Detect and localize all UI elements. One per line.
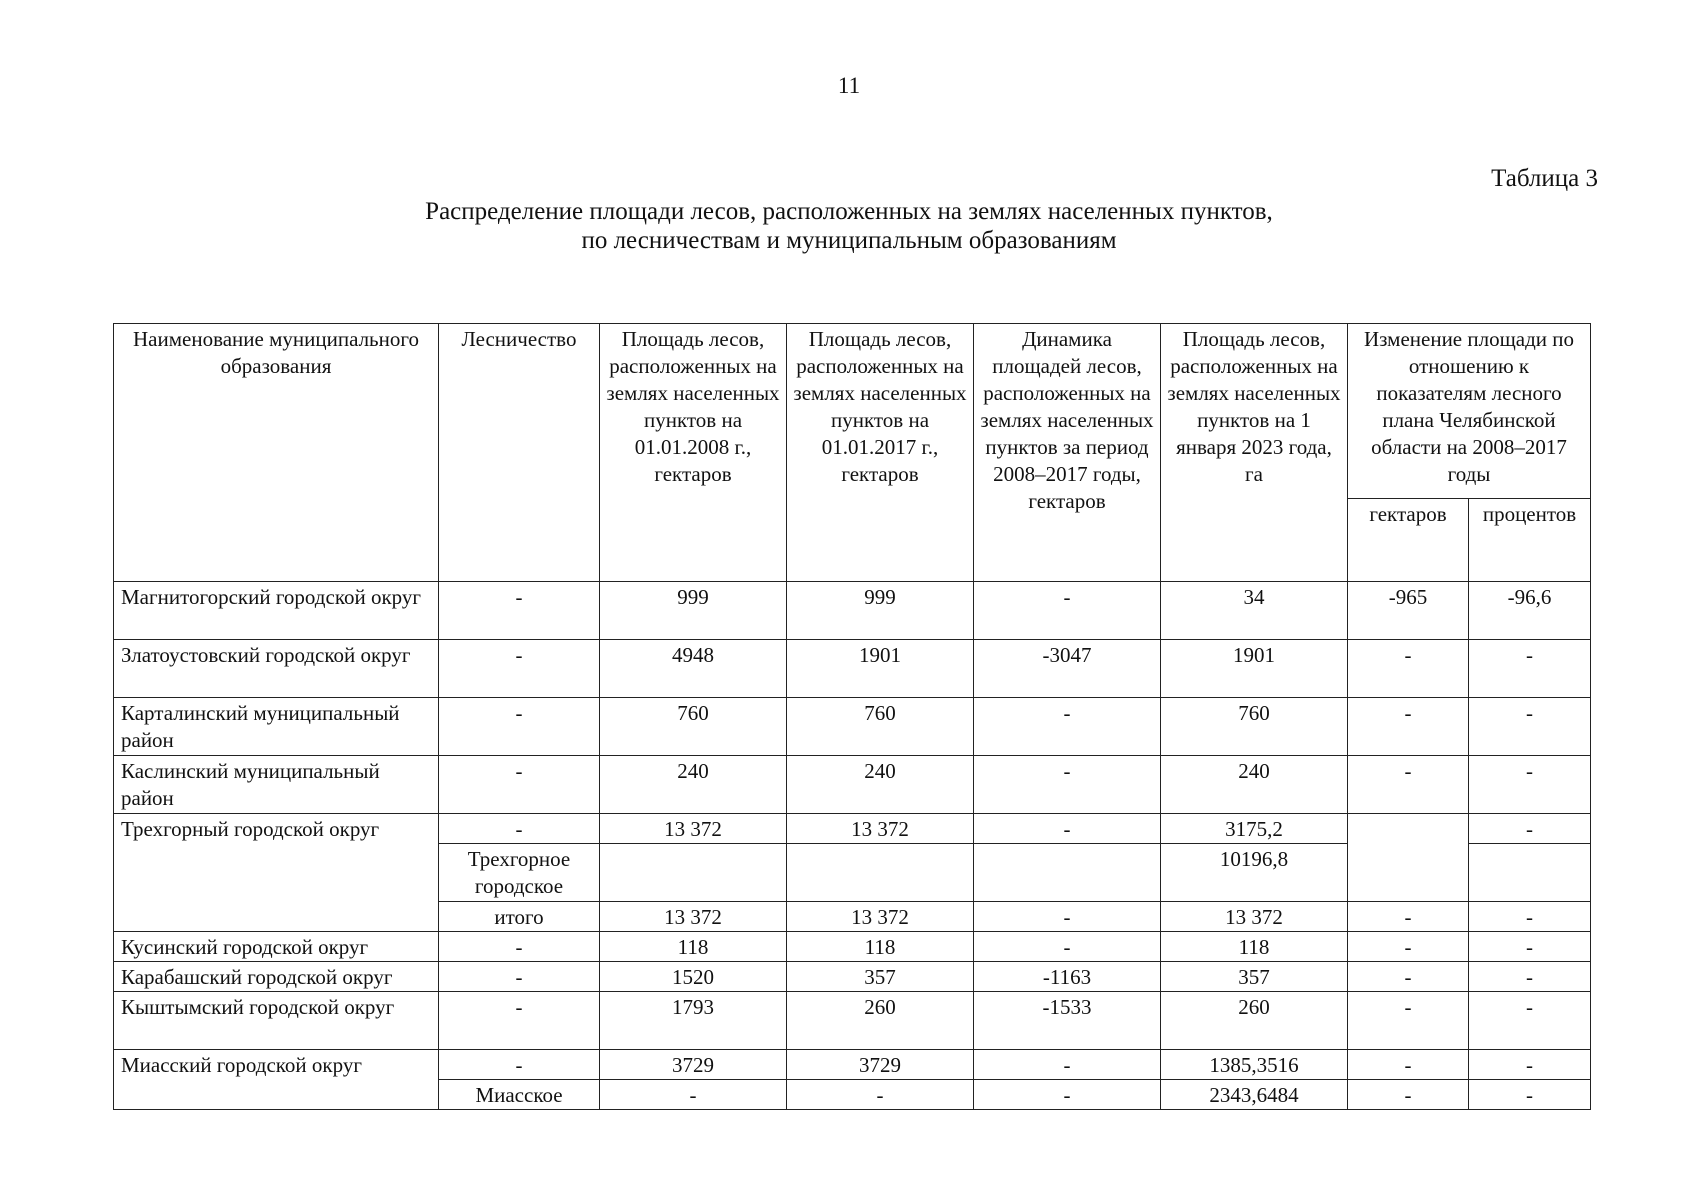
header-area-2023: Площадь лесов, расположенных на землях населенных пунктов на 1 января 2023 года, га bbox=[1161, 324, 1348, 582]
cell-municipality: Трехгорный городской округ bbox=[114, 814, 439, 932]
cell-area-2008: 1520 bbox=[600, 962, 787, 992]
cell-municipality: Кусинский городской округ bbox=[114, 932, 439, 962]
cell-change-percent bbox=[1469, 844, 1591, 902]
cell-area-2017: 118 bbox=[787, 932, 974, 962]
cell-forestry: - bbox=[439, 1050, 600, 1080]
cell-dynamics: - bbox=[974, 814, 1161, 844]
cell-forestry: Миасское bbox=[439, 1080, 600, 1110]
cell-change-hectares: - bbox=[1348, 932, 1469, 962]
cell-dynamics: -3047 bbox=[974, 640, 1161, 698]
cell-area-2017: 13 372 bbox=[787, 814, 974, 844]
cell-change-percent: - bbox=[1469, 932, 1591, 962]
cell-area-2008: 4948 bbox=[600, 640, 787, 698]
cell-area-2008 bbox=[600, 844, 787, 902]
cell-dynamics: - bbox=[974, 902, 1161, 932]
cell-forestry: - bbox=[439, 698, 600, 756]
page-number: 11 bbox=[837, 73, 861, 98]
forest-area-table bbox=[113, 323, 1591, 1110]
header-dynamics: Динамика площадей лесов, расположенных на землях населенных пунктов за период 2008–2017 годы, гектаров bbox=[974, 324, 1161, 582]
cell-municipality: Златоустовский городской округ bbox=[114, 640, 439, 698]
cell-area-2008: 13 372 bbox=[600, 814, 787, 844]
cell-area-2023: 2343,6484 bbox=[1161, 1080, 1348, 1110]
table-row bbox=[114, 932, 1591, 962]
table-row bbox=[114, 962, 1591, 992]
table-row bbox=[114, 640, 1591, 698]
table-label: Таблица 3 bbox=[1491, 165, 1598, 192]
cell-municipality: Каслинский муниципальный район bbox=[114, 756, 439, 814]
title-line-1: Распределение площади лесов, расположенных на землях населенных пунктов, bbox=[425, 198, 1273, 225]
cell-forestry: - bbox=[439, 962, 600, 992]
cell-area-2017: 260 bbox=[787, 992, 974, 1050]
cell-change-percent: - bbox=[1469, 1050, 1591, 1080]
cell-change-percent: - bbox=[1469, 902, 1591, 932]
cell-area-2023: 13 372 bbox=[1161, 902, 1348, 932]
cell-area-2008: 3729 bbox=[600, 1050, 787, 1080]
cell-change-hectares: - bbox=[1348, 1080, 1469, 1110]
cell-change-hectares: - bbox=[1348, 698, 1469, 756]
cell-area-2017: - bbox=[787, 1080, 974, 1110]
cell-change-percent: - bbox=[1469, 640, 1591, 698]
cell-change-hectares: - bbox=[1348, 640, 1469, 698]
cell-dynamics: - bbox=[974, 1080, 1161, 1110]
table-title bbox=[0, 197, 1698, 255]
table-row bbox=[114, 698, 1591, 756]
cell-dynamics: - bbox=[974, 756, 1161, 814]
cell-area-2008: 240 bbox=[600, 756, 787, 814]
table-row bbox=[114, 582, 1591, 640]
table-row bbox=[114, 756, 1591, 814]
cell-area-2017: 999 bbox=[787, 582, 974, 640]
cell-change-hectares bbox=[1348, 814, 1469, 902]
cell-area-2017: 3729 bbox=[787, 1050, 974, 1080]
table-row bbox=[114, 814, 1591, 844]
table-row bbox=[114, 1050, 1591, 1080]
cell-area-2008: 999 bbox=[600, 582, 787, 640]
cell-change-percent: - bbox=[1469, 814, 1591, 844]
cell-area-2017: 357 bbox=[787, 962, 974, 992]
cell-area-2017 bbox=[787, 844, 974, 902]
cell-municipality: Карталинский муниципальный район bbox=[114, 698, 439, 756]
cell-area-2008: 13 372 bbox=[600, 902, 787, 932]
cell-dynamics: -1533 bbox=[974, 992, 1161, 1050]
cell-area-2017: 13 372 bbox=[787, 902, 974, 932]
cell-change-hectares: - bbox=[1348, 902, 1469, 932]
cell-change-hectares: - bbox=[1348, 756, 1469, 814]
header-area-2017: Площадь лесов, расположенных на землях населенных пунктов на 01.01.2017 г., гектаров bbox=[787, 324, 974, 582]
cell-change-percent: - bbox=[1469, 756, 1591, 814]
cell-area-2017: 760 bbox=[787, 698, 974, 756]
header-change-hectares: гектаров bbox=[1348, 499, 1469, 582]
cell-area-2008: 760 bbox=[600, 698, 787, 756]
cell-change-percent: - bbox=[1469, 1080, 1591, 1110]
cell-forestry: - bbox=[439, 992, 600, 1050]
cell-municipality: Магнитогорский городской округ bbox=[114, 582, 439, 640]
cell-change-percent: - bbox=[1469, 698, 1591, 756]
cell-area-2008: 118 bbox=[600, 932, 787, 962]
cell-municipality: Миасский городской округ bbox=[114, 1050, 439, 1110]
title-line-2: по лесничествам и муниципальным образованиям bbox=[581, 227, 1117, 254]
cell-forestry: - bbox=[439, 756, 600, 814]
cell-dynamics: - bbox=[974, 582, 1161, 640]
cell-change-hectares: -965 bbox=[1348, 582, 1469, 640]
cell-forestry: Трехгорное городское bbox=[439, 844, 600, 902]
header-change: Изменение площади по отношению к показателям лесного плана Челябинской области на 2008–2017 годы bbox=[1348, 324, 1591, 499]
cell-forestry: - bbox=[439, 640, 600, 698]
header-municipality: Наименование муниципального образования bbox=[114, 324, 439, 582]
header-change-percent: процентов bbox=[1469, 499, 1591, 582]
cell-area-2023: 34 bbox=[1161, 582, 1348, 640]
cell-dynamics: - bbox=[974, 698, 1161, 756]
cell-change-hectares: - bbox=[1348, 1050, 1469, 1080]
cell-change-percent: - bbox=[1469, 962, 1591, 992]
header-forestry: Лесничество bbox=[439, 324, 600, 582]
cell-area-2008: - bbox=[600, 1080, 787, 1110]
cell-area-2017: 240 bbox=[787, 756, 974, 814]
cell-forestry: итого bbox=[439, 902, 600, 932]
cell-area-2023: 3175,2 bbox=[1161, 814, 1348, 844]
cell-area-2023: 260 bbox=[1161, 992, 1348, 1050]
cell-forestry: - bbox=[439, 814, 600, 844]
cell-area-2023: 760 bbox=[1161, 698, 1348, 756]
cell-municipality: Карабашский городской округ bbox=[114, 962, 439, 992]
cell-area-2023: 1385,3516 bbox=[1161, 1050, 1348, 1080]
cell-dynamics bbox=[974, 844, 1161, 902]
cell-area-2023: 1901 bbox=[1161, 640, 1348, 698]
cell-dynamics: - bbox=[974, 1050, 1161, 1080]
cell-dynamics: -1163 bbox=[974, 962, 1161, 992]
header-area-2008: Площадь лесов, расположенных на землях населенных пунктов на 01.01.2008 г., гектаров bbox=[600, 324, 787, 582]
table-row bbox=[114, 992, 1591, 1050]
cell-dynamics: - bbox=[974, 932, 1161, 962]
cell-forestry: - bbox=[439, 932, 600, 962]
cell-change-hectares: - bbox=[1348, 992, 1469, 1050]
cell-change-percent: -96,6 bbox=[1469, 582, 1591, 640]
cell-area-2008: 1793 bbox=[600, 992, 787, 1050]
cell-area-2023: 240 bbox=[1161, 756, 1348, 814]
cell-area-2023: 10196,8 bbox=[1161, 844, 1348, 902]
cell-change-percent: - bbox=[1469, 992, 1591, 1050]
cell-municipality: Кыштымский городской округ bbox=[114, 992, 439, 1050]
cell-area-2023: 357 bbox=[1161, 962, 1348, 992]
cell-change-hectares: - bbox=[1348, 962, 1469, 992]
cell-forestry: - bbox=[439, 582, 600, 640]
cell-area-2017: 1901 bbox=[787, 640, 974, 698]
cell-area-2023: 118 bbox=[1161, 932, 1348, 962]
